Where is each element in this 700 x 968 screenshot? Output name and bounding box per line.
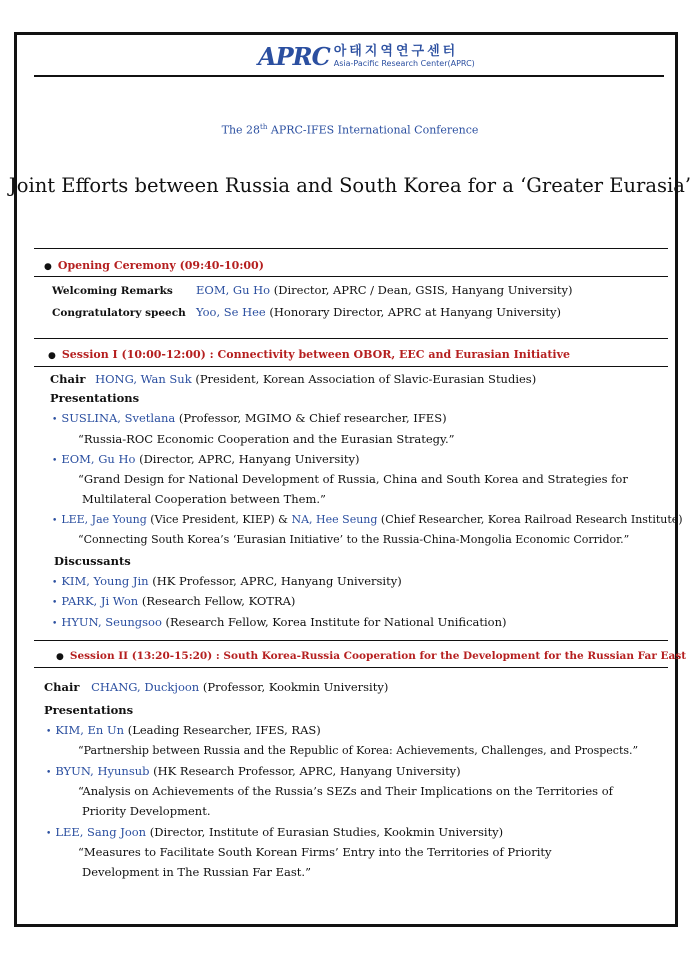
talk-title: “Measures to Facilitate South Korean Firms’ Entry into the Territories of Priority xyxy=(78,845,552,859)
presenter xyxy=(52,452,360,468)
talk-title: “Russia-ROC Economic Cooperation and the Eurasian Strategy.” xyxy=(78,432,455,446)
conference-title: Joint Efforts between Russia and South Korea for a ‘Greater Eurasia’ xyxy=(8,174,692,197)
chair-affiliation: (Professor, Kookmin University) xyxy=(199,680,389,694)
row-label: Congratulatory speech xyxy=(52,307,186,319)
opening-row xyxy=(52,283,173,298)
discussants-label xyxy=(54,554,131,568)
presenter-name: LEE, Sang Joon xyxy=(55,825,147,839)
bullet-icon: ● xyxy=(44,262,52,272)
presentations-label xyxy=(50,391,139,405)
presenter-affiliation: (Chief Researcher, Korea Railroad Research Institute) xyxy=(377,513,683,526)
presenter-affiliation: (HK Research Professor, APRC, Hanyang University) xyxy=(149,764,461,778)
section-rule xyxy=(34,338,668,339)
session1-chair xyxy=(50,372,536,386)
opening-row-detail xyxy=(196,283,573,297)
bullet-icon: ● xyxy=(48,351,56,361)
section-rule xyxy=(34,248,668,249)
presenter-name: NA, Hee Seung xyxy=(291,513,378,526)
aprc-logo xyxy=(258,42,475,72)
opening-heading-text: Opening Ceremony (09:40-10:00) xyxy=(57,259,264,272)
session1-heading-text: Session I (10:00-12:00) : Connectivity between OBOR, EEC and Eurasian Initiative xyxy=(61,348,570,361)
presentations-label-text: Presentations xyxy=(44,703,134,717)
bullet-icon: • xyxy=(46,727,52,737)
talk-title: “Grand Design for National Development of Russia, China and South Korea and Strategies for xyxy=(78,472,628,486)
chair-name: CHANG, Duckjoon xyxy=(91,680,200,694)
presenter xyxy=(46,825,503,841)
bullet-icon: • xyxy=(52,516,58,526)
presenter-name: EOM, Gu Ho xyxy=(61,452,136,466)
discussant-name: HYUN, Seungsoo xyxy=(61,615,162,629)
speaker-affiliation: (Honorary Director, APRC at Hanyang University) xyxy=(265,305,562,319)
chair-name: HONG, Wan Suk xyxy=(95,372,192,386)
presenter-affiliation: (Director, APRC, Hanyang University) xyxy=(135,452,360,466)
presenter-name: SUSLINA, Svetlana xyxy=(61,411,176,425)
presentations-label-text: Presentations xyxy=(50,391,140,405)
discussant-name: PARK, Ji Won xyxy=(61,594,139,608)
conference-suffix: APRC-IFES International Conference xyxy=(267,123,479,137)
talk-title: “Connecting South Korea’s ‘Eurasian Initiative’ to the Russia-China-Mongolia Economic Corridor.” xyxy=(78,533,630,546)
speaker-affiliation: (Director, APRC / Dean, GSIS, Hanyang University) xyxy=(270,283,573,297)
presentations-label xyxy=(44,703,133,717)
bullet-icon: • xyxy=(46,768,52,778)
talk-title-cont: Multilateral Cooperation between Them.” xyxy=(82,492,326,506)
conference-line xyxy=(0,123,700,137)
discussant-affiliation: (Research Fellow, Korea Institute for National Unification) xyxy=(161,615,507,629)
logo-english: Asia-Pacific Research Center(APRC) xyxy=(333,59,475,68)
bullet-icon: • xyxy=(52,619,58,629)
presenter-affiliation: (Vice President, KIEP) & xyxy=(146,513,292,526)
speaker-name: EOM, Gu Ho xyxy=(196,283,271,297)
speaker-name: Yoo, Se Hee xyxy=(196,305,266,319)
discussants-label-text: Discussants xyxy=(54,554,131,568)
discussant xyxy=(52,594,295,610)
talk-title-cont: Priority Development. xyxy=(82,804,211,818)
conference-prefix: The 28 xyxy=(221,123,261,137)
talk-title: “Partnership between Russia and the Republic of Korea: Achievements, Challenges, and Prospects.” xyxy=(78,744,639,757)
bullet-icon: • xyxy=(46,829,52,839)
section-rule xyxy=(34,667,668,668)
bullet-icon: ● xyxy=(56,652,64,662)
header-rule xyxy=(34,75,664,77)
discussant xyxy=(52,574,402,590)
talk-title: “Analysis on Achievements of the Russia’s SEZs and Their Implications on the Territories of xyxy=(78,784,613,798)
presenter xyxy=(52,513,683,528)
presenter xyxy=(46,723,321,739)
presenter-name: BYUN, Hyunsub xyxy=(55,764,150,778)
talk-title-cont: Development in The Russian Far East.” xyxy=(82,865,311,879)
discussant-name: KIM, Young Jin xyxy=(61,574,149,588)
chair-label: Chair xyxy=(50,372,86,386)
section-rule xyxy=(34,276,668,277)
discussant xyxy=(52,615,506,631)
presenter-affiliation: (Professor, MGIMO & Chief researcher, IFES) xyxy=(175,411,447,425)
conference-ordinal: th xyxy=(260,123,268,131)
section-rule xyxy=(34,640,668,641)
presenter-affiliation: (Leading Researcher, IFES, RAS) xyxy=(124,723,321,737)
discussant-affiliation: (HK Professor, APRC, Hanyang University) xyxy=(148,574,402,588)
opening-heading xyxy=(44,258,264,274)
logo-mark: APRC xyxy=(258,42,330,71)
logo-korean: 아태지역연구센터 xyxy=(333,44,459,59)
presenter-name: LEE, Jae Young xyxy=(61,513,147,526)
presenter xyxy=(46,764,461,780)
bullet-icon: • xyxy=(52,578,58,588)
bullet-icon: • xyxy=(52,456,58,466)
presenter-affiliation: (Director, Institute of Eurasian Studies, Kookmin University) xyxy=(146,825,504,839)
bullet-icon: • xyxy=(52,415,58,425)
session2-chair xyxy=(44,680,388,694)
bullet-icon: • xyxy=(52,598,58,608)
section-rule xyxy=(34,366,668,367)
discussant-affiliation: (Research Fellow, KOTRA) xyxy=(138,594,296,608)
chair-label: Chair xyxy=(44,680,80,694)
presenter-name: KIM, En Un xyxy=(55,723,125,737)
session2-heading-text: Session II (13:20-15:20) : South Korea-Russia Cooperation for the Development for the Russian Far East xyxy=(69,650,687,662)
chair-affiliation: (President, Korean Association of Slavic-Eurasian Studies) xyxy=(191,372,537,386)
session2-heading xyxy=(56,648,686,664)
presenter xyxy=(52,411,447,427)
opening-row xyxy=(52,305,186,320)
session1-heading xyxy=(48,347,570,363)
logo-text xyxy=(334,45,475,69)
opening-row-detail xyxy=(196,305,561,319)
row-label: Welcoming Remarks xyxy=(52,285,173,297)
